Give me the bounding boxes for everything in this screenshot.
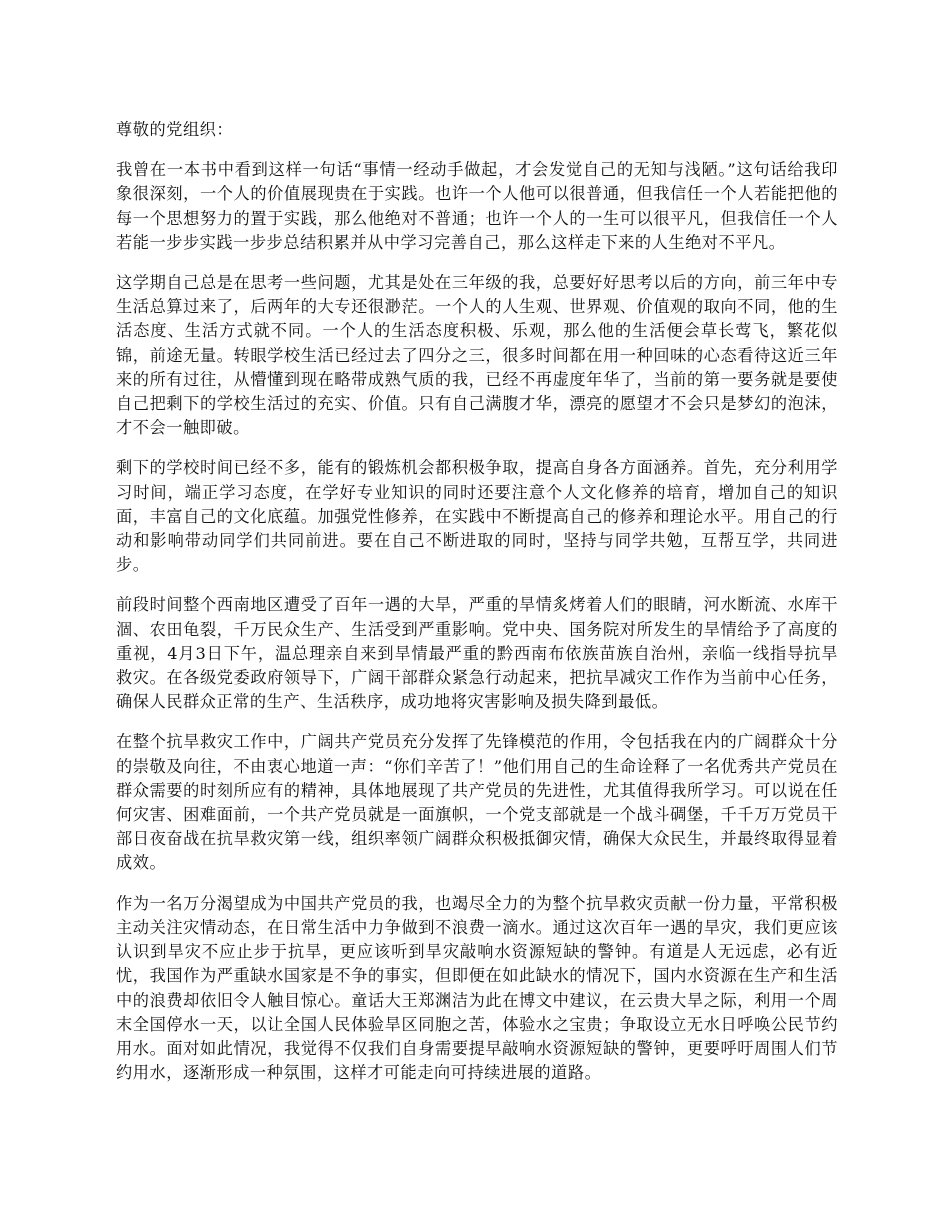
paragraph-3: 剩下的学校时间已经不多，能有的锻炼机会都积极争取，提高自身各方面涵养。首先，充分利用学习时间，端正学习态度，在学好专业知识的同时还要注意个人文化修养的培育，增加自己的知识面，丰富自己的文化底蕴。加强党性修养，在实践中不断提高自己的修养和理论水平。用自己的行动和影响带动同学们共同前进。要在自己不断进取的同时，坚持与同学共勉，互帮互学，共同进步。 bbox=[116, 458, 838, 575]
paragraph-2: 这学期自己总是在思考一些问题，尤其是处在三年级的我，总要好好思考以后的方向，前三年中专生活总算过来了，后两年的大专还很渺茫。一个人的人生观、世界观、价值观的取向不同，他的生活态度、生活方式就不同。一个人的生活态度积极、乐观，那么他的生活便会草长莺飞，繁花似锦，前途无量。转眼学校生活已经过去了四分之三，很多时间都在用一种回味的心态看待这近三年来的所有过往，从懵懂到现在略带成熟气质的我，已经不再虚度年华了，当前的第一要务就是要使自己把剩下的学校生活过的充实、价值。只有自己满腹才华，漂亮的愿望才不会只是梦幻的泡沫，才不会一触即破。 bbox=[116, 273, 838, 438]
paragraph-1: 我曾在一本书中看到这样一句话“事情一经动手做起，才会发觉自己的无知与浅陋。”这句话给我印象很深刻，一个人的价值展现贵在于实践。也许一个人他可以很普通，但我信任一个人若能把他的每一个思想努力的置于实践，那么他绝对不普通；也许一个人的一生可以很平凡，但我信任一个人若能一步步实践一步步总结积累并从中学习完善自己，那么这样走下来的人生绝对不平凡。 bbox=[116, 160, 838, 252]
document-page bbox=[116, 118, 838, 1101]
salutation: 尊敬的党组织： bbox=[116, 120, 234, 139]
paragraph-4: 前段时间整个西南地区遭受了百年一遇的大旱，严重的旱情炙烤着人们的眼睛，河水断流、水库干涸、农田龟裂，千万民众生产、生活受到严重影响。党中央、国务院对所发生的旱情给予了高度的重视，4月3日下午，温总理亲自来到旱情最严重的黔西南布依族苗族自治州，亲临一线指导抗旱救灾。在各级党委政府领导下，广阔干部群众紧急行动起来，把抗旱减灾工作作为当前中心任务，确保人民群众正常的生产、生活秩序，成功地将灾害影响及损失降到最低。 bbox=[116, 595, 838, 712]
paragraph-6: 作为一名万分渴望成为中国共产党员的我，也竭尽全力的为整个抗旱救灾贡献一份力量，平常积极主动关注灾情动态，在日常生活中力争做到不浪费一滴水。通过这次百年一遇的旱灾，我们更应该认识到旱灾不应止步于抗旱，更应该听到旱灾敲响水资源短缺的警钟。有道是人无远虑，必有近忧，我国作为严重缺水国家是不争的事实，但即便在如此缺水的情况下，国内水资源在生产和生活中的浪费却依旧令人触目惊心。童话大王郑渊洁为此在博文中建议，在云贵大旱之际，利用一个周末全国停水一天，以让全国人民体验旱区同胞之苦，体验水之宝贵；争取设立无水日呼唤公民节约用水。面对如此情况，我觉得不仅我们自身需要提早敲响水资源短缺的警钟，更要呼吁周围人们节约用水，逐渐形成一种氛围，这样才可能走向可持续进展的道路。 bbox=[116, 893, 838, 1083]
paragraph-5: 在整个抗旱救灾工作中，广阔共产党员充分发挥了先锋模范的作用，令包括我在内的广阔群众十分的崇敬及向往，不由衷心地道一声：“你们辛苦了！”他们用自己的生命诠释了一名优秀共产党员在群众需要的时刻所应有的精神，具体地展现了共产党员的先进性，尤其值得我所学习。可以说在任何灾害、困难面前，一个共产党员就是一面旗帜，一个党支部就是一个战斗碉堡，千千万万党员干部日夜奋战在抗旱救灾第一线，组织率领广阔群众积极抵御灾情，确保大众民生，并最终取得显着成效。 bbox=[116, 732, 838, 873]
